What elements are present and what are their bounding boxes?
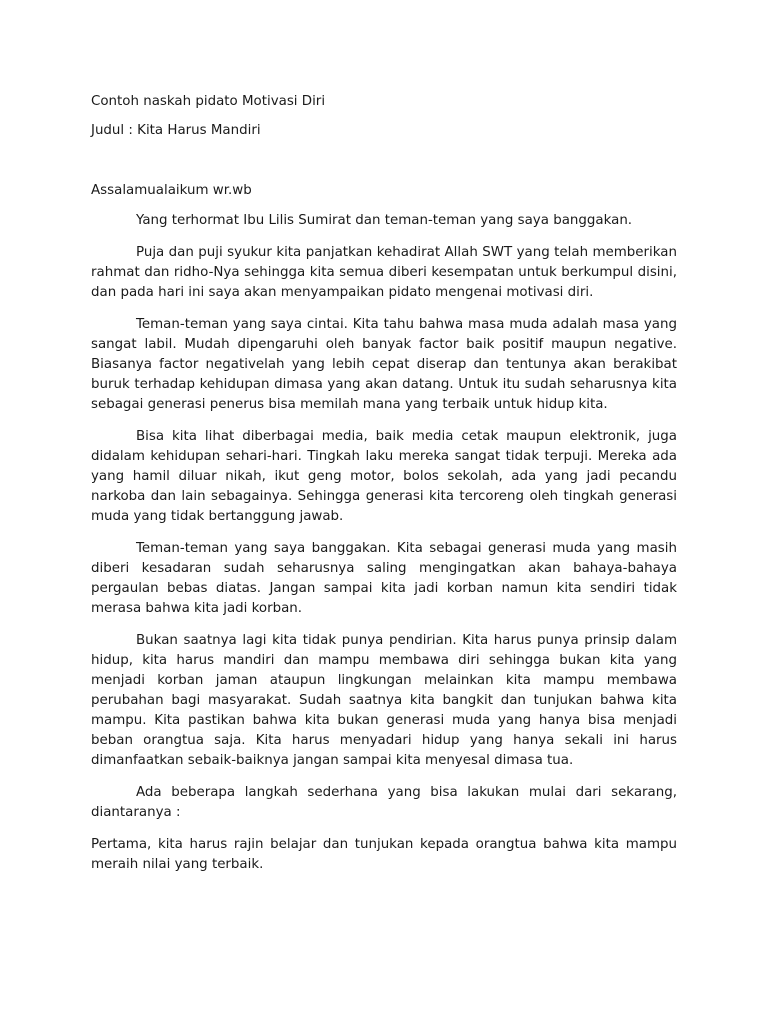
paragraph-teman-cintai: Teman-teman yang saya cintai. Kita tahu bahwa masa muda adalah masa yang sangat labil. Mudah dipengaruhi oleh banyak factor baik positif maupun negative. Biasanya factor negativelah yang lebih cepat diserap dan tentunya akan berakibat buruk terhadap kehidupan dimasa yang akan datang. Untuk itu sudah seharusnya kita sebagai generasi penerus bisa memilah mana yang terbaik untuk hidup kita. (91, 317, 677, 412)
document-body (91, 92, 677, 887)
speech-title: Judul : Kita Harus Mandiri (91, 123, 261, 138)
paragraph-pertama: Pertama, kita harus rajin belajar dan tunjukan kepada orangtua bahwa kita mampu meraih nilai yang terbaik. (91, 837, 677, 872)
opening-salutation: Assalamualaikum wr.wb (91, 183, 252, 198)
paragraph-langkah: Ada beberapa langkah sederhana yang bisa lakukan mulai dari sekarang, diantaranya : (91, 785, 677, 820)
paragraph-teman-banggakan: Teman-teman yang saya banggakan. Kita sebagai generasi muda yang masih diberi kesadaran sudah seharusnya saling mengingatkan akan bahaya-bahaya pergaulan bebas diatas. Jangan sampai kita jadi korban namun kita sendiri tidak merasa bahwa kita jadi korban. (91, 541, 677, 616)
document-title: Contoh naskah pidato Motivasi Diri (91, 94, 326, 109)
paragraph-pendirian: Bukan saatnya lagi kita tidak punya pendirian. Kita harus punya prinsip dalam hidup, kita harus mandiri dan mampu membawa diri sehingga bukan kita yang menjadi korban jaman ataupun lingkungan melainkan kita mampu membawa perubahan bagi masyarakat. Sudah saatnya kita bangkit dan tunjukan bahwa kita mampu. Kita pastikan bahwa kita bukan generasi muda yang hanya bisa menjadi beban orangtua saja. Kita harus menyadari hidup yang hanya sekali ini harus dimanfaatkan sebaik-baiknya jangan sampai kita menyesal dimasa tua. (91, 633, 677, 768)
paragraph-puja: Puja dan puji syukur kita panjatkan kehadirat Allah SWT yang telah memberikan rahmat dan ridho-Nya sehingga kita semua diberi kesempatan untuk berkumpul disini, dan pada hari ini saya akan menyampaikan pidato mengenai motivasi diri. (91, 245, 677, 300)
paragraph-media: Bisa kita lihat diberbagai media, baik media cetak maupun elektronik, juga didalam kehidupan sehari-hari. Tingkah laku mereka sangat tidak terpuji. Mereka ada yang hamil diluar nikah, ikut geng motor, bolos sekolah, ada yang jadi pecandu narkoba dan lain sebagainya. Sehingga generasi kita tercoreng oleh tingkah generasi muda yang tidak bertanggung jawab. (91, 429, 677, 524)
greeting-paragraph: Yang terhormat Ibu Lilis Sumirat dan teman-teman yang saya banggakan. (136, 213, 633, 228)
